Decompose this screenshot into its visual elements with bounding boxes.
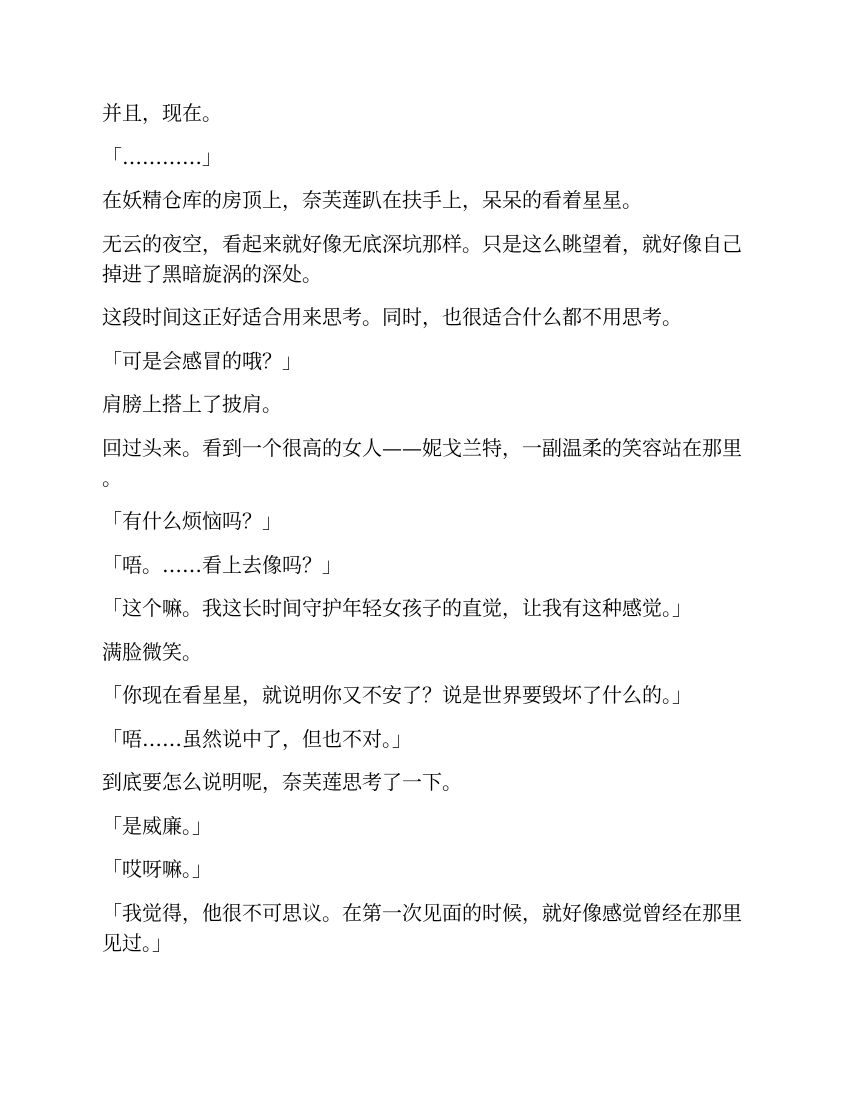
paragraph: 回过头来。看到一个很高的女人——妮戈兰特，一副温柔的笑容站在那里。: [102, 435, 742, 490]
paragraph: 「可是会感冒的哦？」: [102, 348, 302, 373]
paragraph: 「有什么烦恼吗？」: [102, 509, 282, 533]
paragraph: 「是威廉。」: [102, 813, 212, 838]
paragraph: 满脸微笑。: [102, 639, 202, 664]
paragraph: 「哎呀嘛。」: [102, 857, 212, 881]
paragraph: 这段时间这正好适合用来思考。同时，也很适合什么都不用思考。: [102, 305, 682, 329]
paragraph: 「你现在看星星，就说明你又不安了？说是世界要毁坏了什么的。」: [102, 683, 692, 707]
paragraph: 肩膀上搭上了披肩。: [102, 392, 282, 416]
paragraph: 「…………」: [102, 144, 222, 169]
paragraph: 在妖精仓库的房顶上，奈芙莲趴在扶手上，呆呆的看着星星。: [102, 188, 642, 212]
paragraph: 无云的夜空，看起来就好像无底深坑那样。只是这么眺望着，就好像自己掉进了黑暗旋涡的深处。: [102, 231, 742, 286]
paragraph: 「我觉得，他很不可思议。在第一次见面的时候，就好像感觉曾经在那里见过。」: [102, 900, 742, 955]
paragraph: 「这个嘛。我这长时间守护年轻女孩子的直觉，让我有这种感觉。」: [102, 596, 692, 620]
paragraph: 到底要怎么说明呢，奈芙莲思考了一下。: [102, 770, 462, 794]
document-body: [102, 98, 750, 971]
paragraph: 「唔……虽然说中了，但也不对。」: [102, 726, 412, 751]
paragraph: 「唔。……看上去像吗？」: [102, 552, 342, 577]
paragraph: 并且，现在。: [102, 101, 222, 125]
